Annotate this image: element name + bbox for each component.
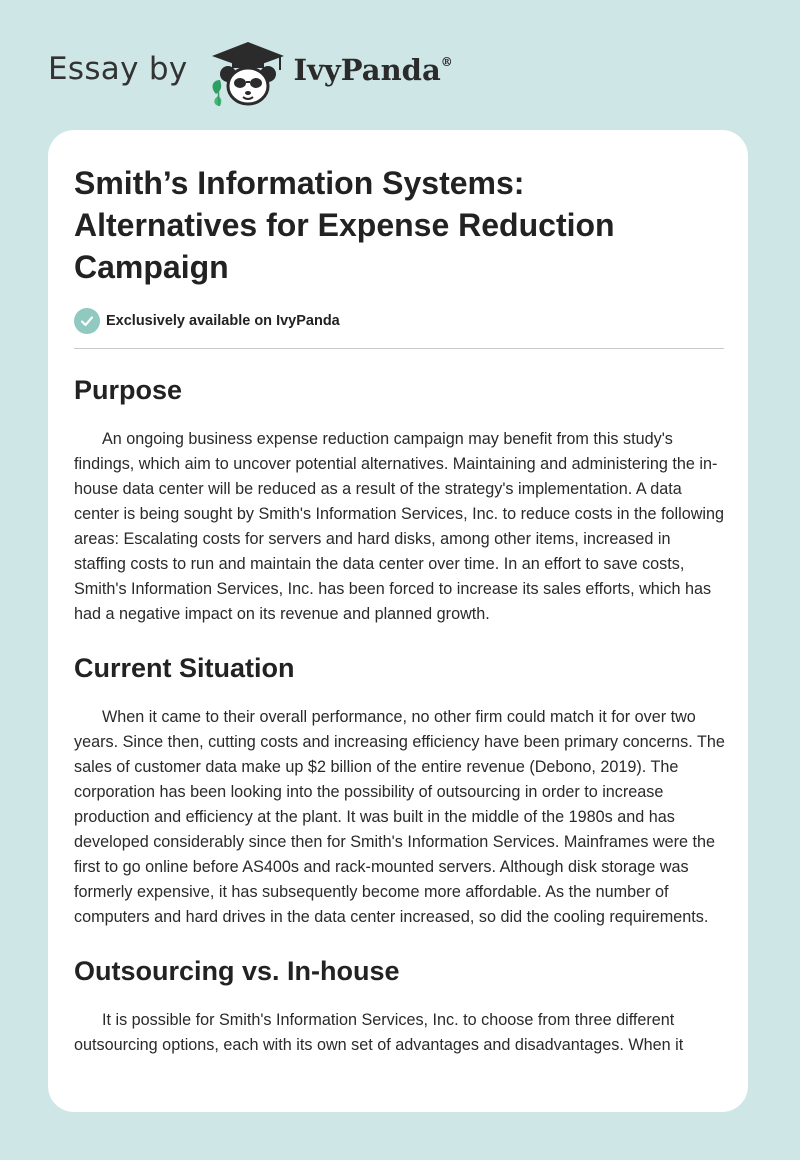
article-card (48, 130, 748, 1112)
section-heading-current-situation: Current Situation (74, 653, 295, 683)
essay-by-label: Essay by (48, 51, 188, 87)
section-heading-outsourcing: Outsourcing vs. In-house (74, 956, 400, 986)
divider (74, 348, 724, 349)
section-paragraph-current-situation: When it came to their overall performance, no other firm could match it for over two years. Since then, cutting costs and increasing efficiency have been primary concerns. The sales of customer data make up $2 billion of the entire revenue (Debono, 2019). The corporation has been looking into the possibility of outsourcing in order to increase production and efficiency at the plant. It was built in the middle of the 1980s and has developed considerably since then for Smith's Information Services. Mainframes were the first to go online before AS400s and rack-mounted servers. Although disk storage was formerly expensive, it has subsequently become more affordable. As the number of computers and hard drives in the data center increased, so did the cooling requirements. (74, 708, 725, 926)
check-icon (74, 308, 100, 334)
panda-graduate-icon[interactable] (202, 36, 288, 108)
site-header (48, 34, 453, 110)
registered-mark: ® (440, 55, 453, 69)
exclusive-badge (74, 308, 722, 334)
article-title: Smith’s Information Systems: Alternatives for Expense Reduction Campaign (74, 165, 615, 285)
brand-name[interactable]: IvyPanda® (293, 53, 453, 87)
section-paragraph-purpose: An ongoing business expense reduction campaign may benefit from this study's findings, which aim to uncover potential alternatives. Maintaining and administering the in-house data center will be reduced as a result of the strategy's implementation. A data center is being sought by Smith's Information Services, Inc. to reduce costs in the following areas: Escalating costs for servers and hard disks, among other items, increased in staffing costs to run and maintain the data center over time. In an effort to save costs, Smith's Information Services, Inc. has been forced to increase its sales efforts, which has had a negative impact on its revenue and planned growth. (74, 430, 725, 623)
section-heading-purpose: Purpose (74, 375, 183, 405)
section-paragraph-outsourcing: It is possible for Smith's Information Services, Inc. to choose from three different outsourcing options, each with its own set of advantages and disadvantages. When it (74, 1011, 684, 1054)
badge-label: Exclusively available on IvyPanda (106, 313, 340, 329)
